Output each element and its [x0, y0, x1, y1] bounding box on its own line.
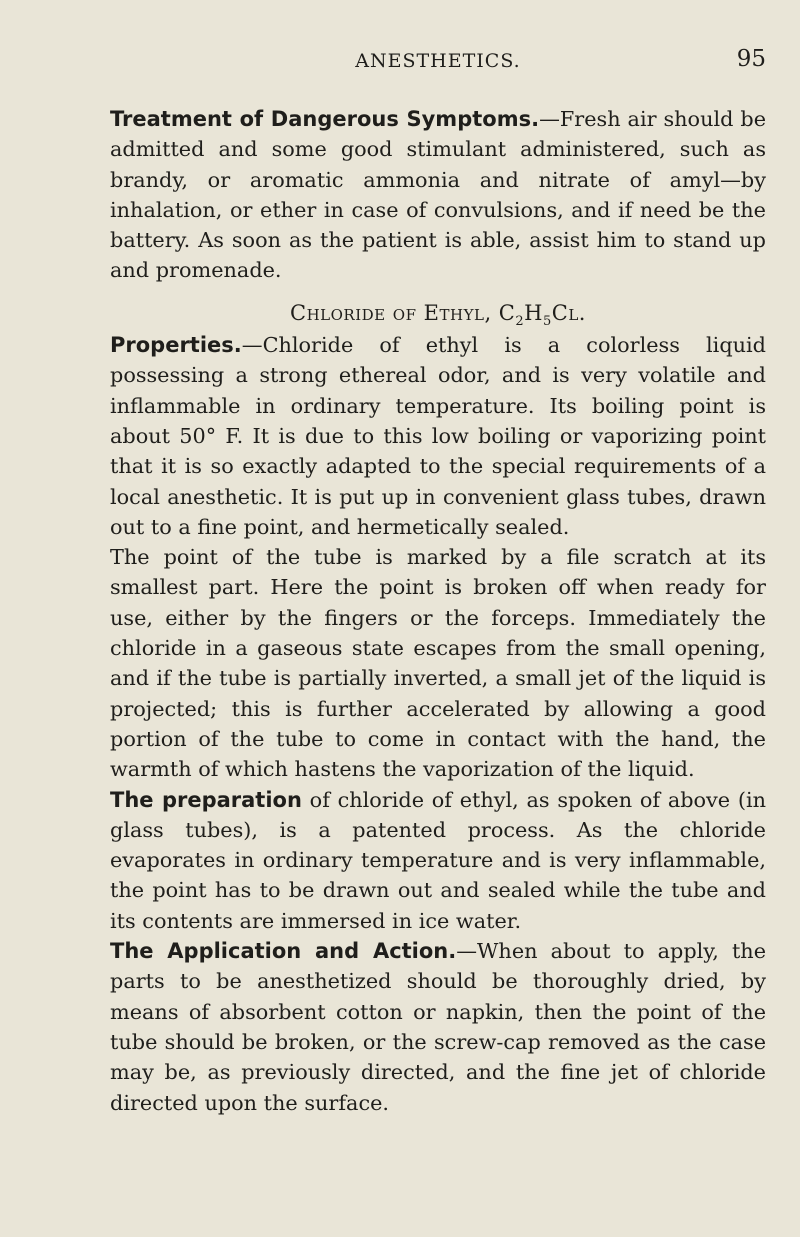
- paragraph-heading: Treatment of Dangerous Symptoms.: [110, 107, 540, 131]
- section-title: [110, 298, 766, 328]
- running-head: ANESTHETICS.: [355, 50, 521, 72]
- page-number: 95: [736, 46, 766, 72]
- paragraph-application: [110, 936, 766, 1118]
- paragraph-treatment: [110, 104, 766, 286]
- paragraph-text: The point of the tube is marked by a file scratch at its smallest part. Here the point is broken off when ready for use, either by the fingers or the forceps. Immediately the chloride in a gaseous state escapes from the small opening, and if the tube is partially inverted, a small jet of the liquid is projected; this is further accelerated by allowing a good portion of the tube to come in contact with the hand, the warmth of which hastens the vaporization of the liquid.: [110, 545, 766, 782]
- paragraph-tube-point: [110, 542, 766, 784]
- page-header: [110, 46, 766, 80]
- formula-subscript: 2: [515, 313, 525, 329]
- formula-part: Cl.: [551, 300, 586, 325]
- paragraph-heading: Properties.: [110, 333, 242, 358]
- formula-subscript: 5: [542, 313, 552, 329]
- paragraph-properties: [110, 330, 766, 542]
- paragraph-heading: The Application and Action.: [110, 939, 457, 964]
- paragraph-text: —When about to apply, the parts to be anesthetized should be thoroughly dried, by means of absorbent cotton or napkin, then the point of the tube should be broken, or the screw-cap removed as the case may be, as previously directed, and the fine jet of chloride directed upon the surface.: [110, 939, 767, 1115]
- paragraph-text: —Chloride of ethyl is a colorless liquid possessing a strong ethereal odor, and is very volatile and inflammable in ordinary temperature. Its boiling point is about 50° F. It is due to this low boiling or vaporizing point that it is so exactly adapted to the special requirements of a local anesthetic. It is put up in convenient glass tubes, drawn out to a fine point, and hermetically sealed.: [110, 333, 766, 539]
- paragraph-text: —Fresh air should be admitted and some good stimulant administered, such as brandy, or aromatic ammonia and nitrate of amyl—by inhalation, or ether in case of convulsions, and if need be the battery. As soon as the patient is able, assist him to stand up and promenade.: [110, 107, 766, 283]
- formula-part: H: [524, 300, 543, 325]
- paragraph-preparation: [110, 785, 766, 936]
- paragraph-heading: The preparation: [110, 787, 302, 812]
- section-title-text: Chloride of Ethyl, C: [290, 300, 516, 325]
- paragraph-text: of chloride of ethyl, as spoken of above (in glass tubes), is a patented process. As the chloride evaporates in ordinary temperature and is very inflammable, the point has to be drawn out and sealed while the tube and its contents are immersed in ice water.: [110, 787, 766, 933]
- body-text: [110, 104, 766, 1118]
